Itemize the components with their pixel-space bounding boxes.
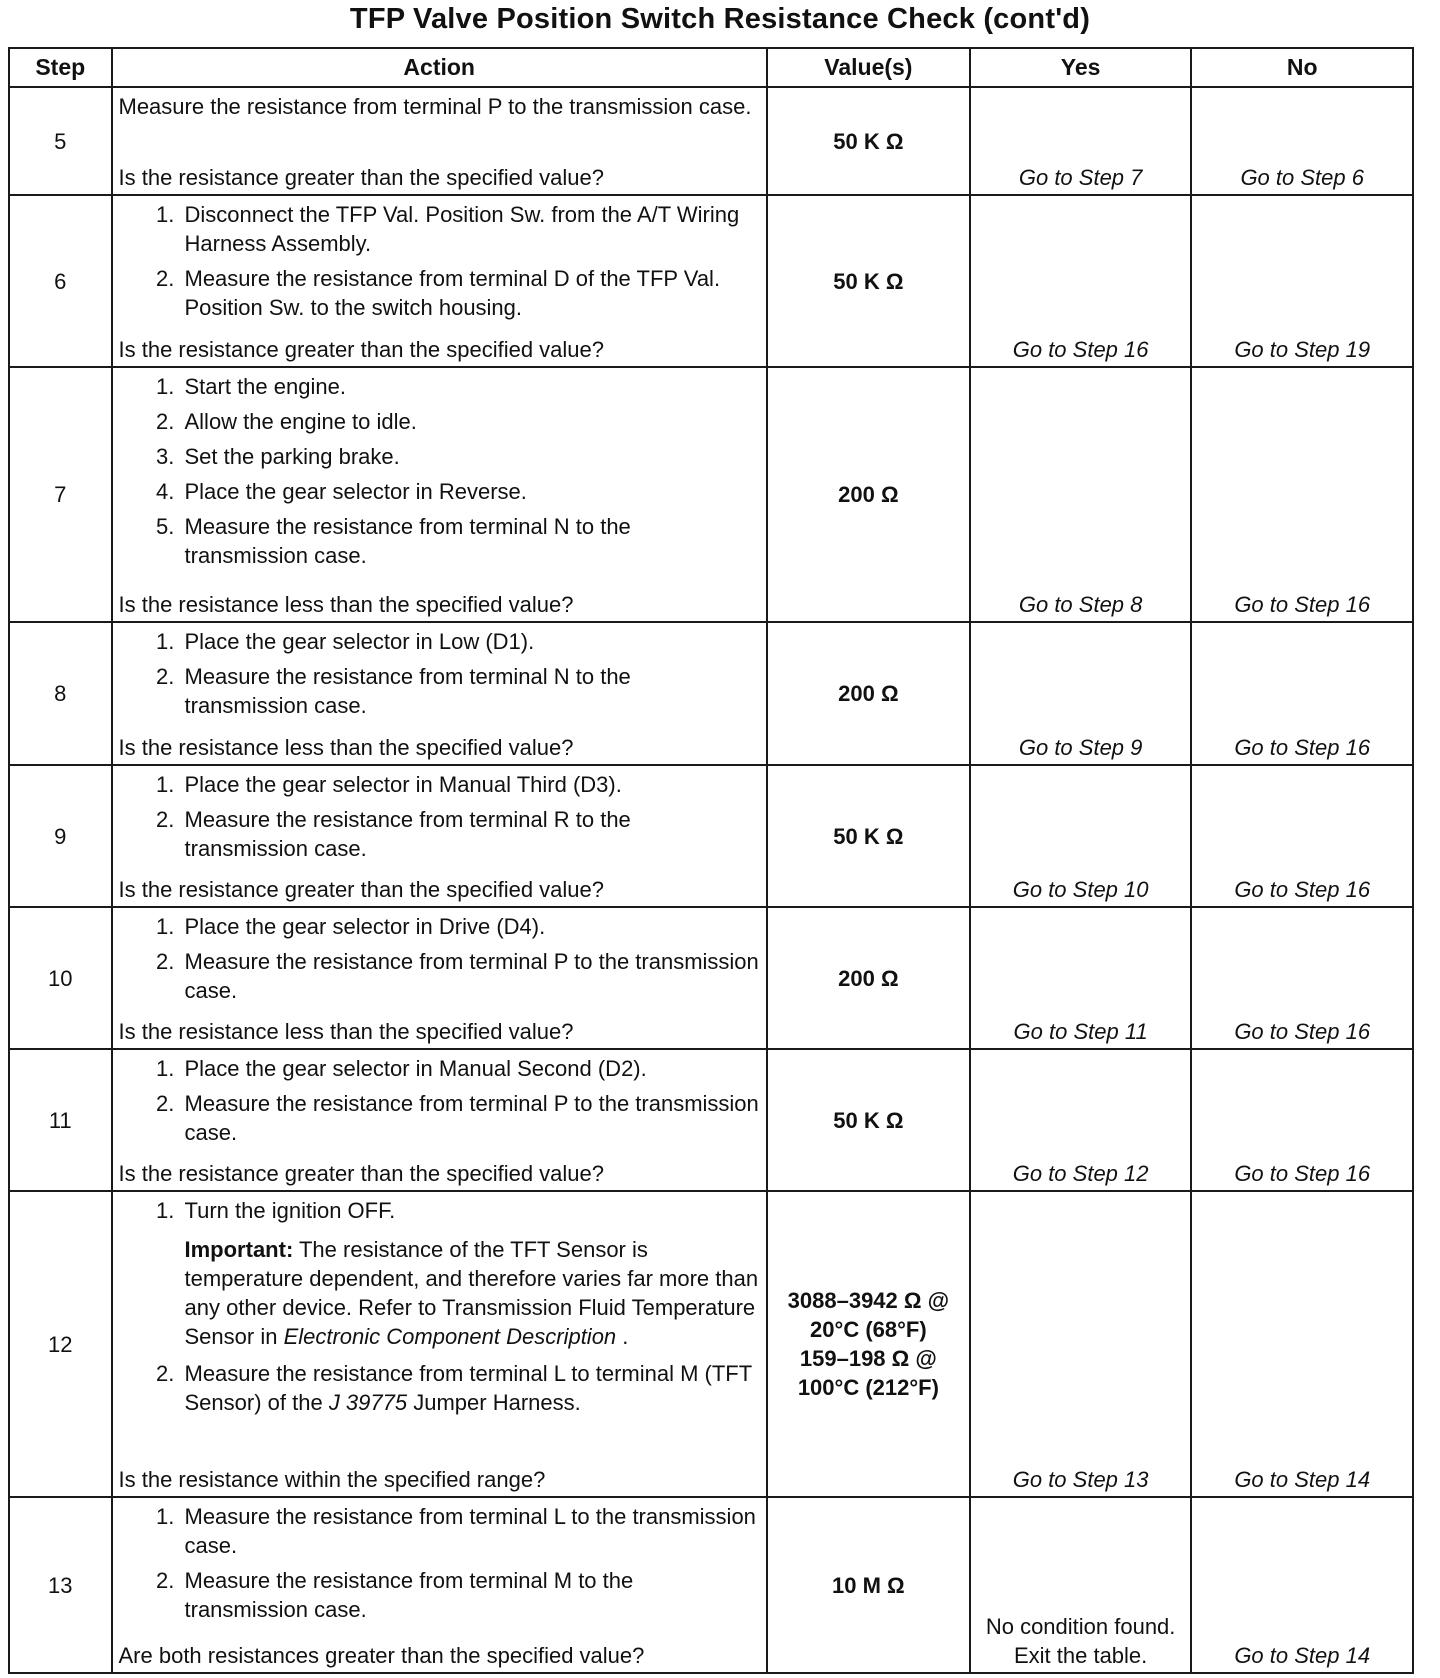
step-number: 8 <box>9 622 112 765</box>
value-cell: 200 Ω <box>767 622 970 765</box>
action-list <box>119 770 760 872</box>
action-cell <box>112 1049 767 1191</box>
table-row <box>9 765 1413 907</box>
header-row <box>9 48 1413 87</box>
action-item <box>181 1359 760 1417</box>
step-number: 13 <box>9 1497 112 1673</box>
diagnostic-table <box>8 47 1414 1674</box>
value-line: 3088–3942 Ω @ <box>787 1288 950 1313</box>
action-item-text: Jumper Harness. <box>407 1390 581 1415</box>
action-cell <box>112 765 767 907</box>
step-number: 9 <box>9 765 112 907</box>
action-item: 3. Set the parking brake. <box>181 442 760 471</box>
action-item: 5. Measure the resistance from terminal N to the transmission case. <box>181 512 760 570</box>
action-list <box>119 1196 760 1462</box>
important-note <box>185 1235 760 1351</box>
action-cell <box>112 1497 767 1673</box>
important-end: . <box>616 1324 629 1349</box>
action-question: Are both resistances greater than the specified value? <box>118 1643 645 1668</box>
value-cell: 10 M Ω <box>767 1497 970 1673</box>
action-item: 2. Measure the resistance from terminal N to the transmission case. <box>181 662 760 720</box>
yes-link[interactable]: Go to Step 9 <box>970 622 1192 765</box>
yes-result: No condition found. Exit the table. <box>970 1497 1192 1673</box>
action-item-text: Turn the ignition OFF. <box>184 1198 396 1223</box>
yes-link[interactable]: Go to Step 13 <box>970 1191 1192 1497</box>
header-values: Value(s) <box>767 48 970 87</box>
action-item: 2. Measure the resistance from terminal P to the transmission case. <box>181 947 760 1005</box>
action-item-text: Measure the resistance from terminal L to terminal M (TFT Sensor) of the <box>184 1361 752 1415</box>
yes-link[interactable]: Go to Step 12 <box>970 1049 1192 1191</box>
value-cell: 50 K Ω <box>767 1049 970 1191</box>
action-item <box>181 1196 760 1351</box>
step-number: 7 <box>9 367 112 622</box>
value-cell: 50 K Ω <box>767 87 970 195</box>
action-item: 1. Start the engine. <box>181 372 760 401</box>
action-lead: Measure the resistance from terminal P to the transmission case. <box>118 94 752 119</box>
table-row <box>9 1191 1413 1497</box>
action-item: 1. Place the gear selector in Manual Second (D2). <box>181 1054 760 1083</box>
table-row <box>9 367 1413 622</box>
action-cell <box>112 195 767 367</box>
action-cell <box>112 622 767 765</box>
step-number: 6 <box>9 195 112 367</box>
step-number: 12 <box>9 1191 112 1497</box>
yes-link[interactable]: Go to Step 8 <box>970 367 1192 622</box>
action-list <box>119 1054 760 1156</box>
action-question: Is the resistance greater than the specified value? <box>118 877 605 902</box>
action-list <box>119 1502 760 1638</box>
no-link[interactable]: Go to Step 14 <box>1191 1191 1413 1497</box>
table-row <box>9 1049 1413 1191</box>
action-question: Is the resistance less than the specified value? <box>118 592 574 617</box>
action-cell <box>112 907 767 1049</box>
value-line: 20°C (68°F) <box>810 1317 927 1342</box>
no-link[interactable]: Go to Step 16 <box>1191 367 1413 622</box>
page-title: TFP Valve Position Switch Resistance Check (cont'd) <box>349 3 1091 35</box>
action-list <box>119 372 760 587</box>
action-cell <box>112 367 767 622</box>
value-cell <box>767 1191 970 1497</box>
action-item: 2. Measure the resistance from terminal R to the transmission case. <box>181 805 760 863</box>
value-line: 159–198 Ω @ <box>799 1346 937 1371</box>
action-question: Is the resistance greater than the specified value? <box>118 337 605 362</box>
yes-link[interactable]: Go to Step 11 <box>970 907 1192 1049</box>
action-item: 2. Measure the resistance from terminal M to the transmission case. <box>181 1566 760 1624</box>
action-question: Is the resistance less than the specified value? <box>118 1019 574 1044</box>
no-link[interactable]: Go to Step 16 <box>1191 622 1413 765</box>
action-item: 1. Place the gear selector in Low (D1). <box>181 627 760 656</box>
action-cell <box>112 87 767 195</box>
value-cell: 50 K Ω <box>767 765 970 907</box>
tool-reference: J 39775 <box>328 1390 408 1415</box>
action-question: Is the resistance greater than the specified value? <box>118 165 605 190</box>
table-row <box>9 87 1413 195</box>
action-item: 1. Place the gear selector in Manual Third (D3). <box>181 770 760 799</box>
important-text: The resistance of the TFT Sensor is temperature dependent, and therefore varies far more than any other device. Refer to Transmission Fluid Temperature Sensor in <box>184 1237 759 1349</box>
value-cell: 50 K Ω <box>767 195 970 367</box>
yes-link[interactable]: Go to Step 16 <box>970 195 1192 367</box>
action-list <box>119 200 760 332</box>
step-number: 10 <box>9 907 112 1049</box>
action-list <box>119 912 760 1014</box>
value-line: 100°C (212°F) <box>797 1375 939 1400</box>
table-row <box>9 907 1413 1049</box>
action-question: Is the resistance less than the specified value? <box>118 735 574 760</box>
important-reference: Electronic Component Description <box>283 1324 617 1349</box>
action-question: Is the resistance within the specified range? <box>118 1467 546 1492</box>
yes-link[interactable]: Go to Step 7 <box>970 87 1192 195</box>
header-step: Step <box>9 48 112 87</box>
header-no: No <box>1191 48 1413 87</box>
header-yes: Yes <box>970 48 1192 87</box>
step-number: 11 <box>9 1049 112 1191</box>
yes-link[interactable]: Go to Step 10 <box>970 765 1192 907</box>
no-link[interactable]: Go to Step 19 <box>1191 195 1413 367</box>
action-item: 2. Measure the resistance from terminal D of the TFP Val. Position Sw. to the switch housing. <box>181 264 760 322</box>
no-link[interactable]: Go to Step 14 <box>1191 1497 1413 1673</box>
action-item: 1. Measure the resistance from terminal L to the transmission case. <box>181 1502 760 1560</box>
header-action: Action <box>112 48 767 87</box>
action-item: 1. Disconnect the TFP Val. Position Sw. from the A/T Wiring Harness Assembly. <box>181 200 760 258</box>
action-item: 2. Measure the resistance from terminal P to the transmission case. <box>181 1089 760 1147</box>
no-link[interactable]: Go to Step 16 <box>1191 907 1413 1049</box>
action-item: 4. Place the gear selector in Reverse. <box>181 477 760 506</box>
action-cell <box>112 1191 767 1497</box>
table-row <box>9 195 1413 367</box>
important-label: Important: <box>184 1237 294 1262</box>
step-number: 5 <box>9 87 112 195</box>
action-question: Is the resistance greater than the specified value? <box>118 1161 605 1186</box>
no-link[interactable]: Go to Step 6 <box>1191 87 1413 195</box>
no-link[interactable]: Go to Step 16 <box>1191 1049 1413 1191</box>
table-row <box>9 622 1413 765</box>
value-cell: 200 Ω <box>767 367 970 622</box>
action-list <box>119 627 760 730</box>
table-row <box>9 1497 1413 1673</box>
no-link[interactable]: Go to Step 16 <box>1191 765 1413 907</box>
action-item: 1. Place the gear selector in Drive (D4). <box>181 912 760 941</box>
value-cell: 200 Ω <box>767 907 970 1049</box>
action-item: 2. Allow the engine to idle. <box>181 407 760 436</box>
